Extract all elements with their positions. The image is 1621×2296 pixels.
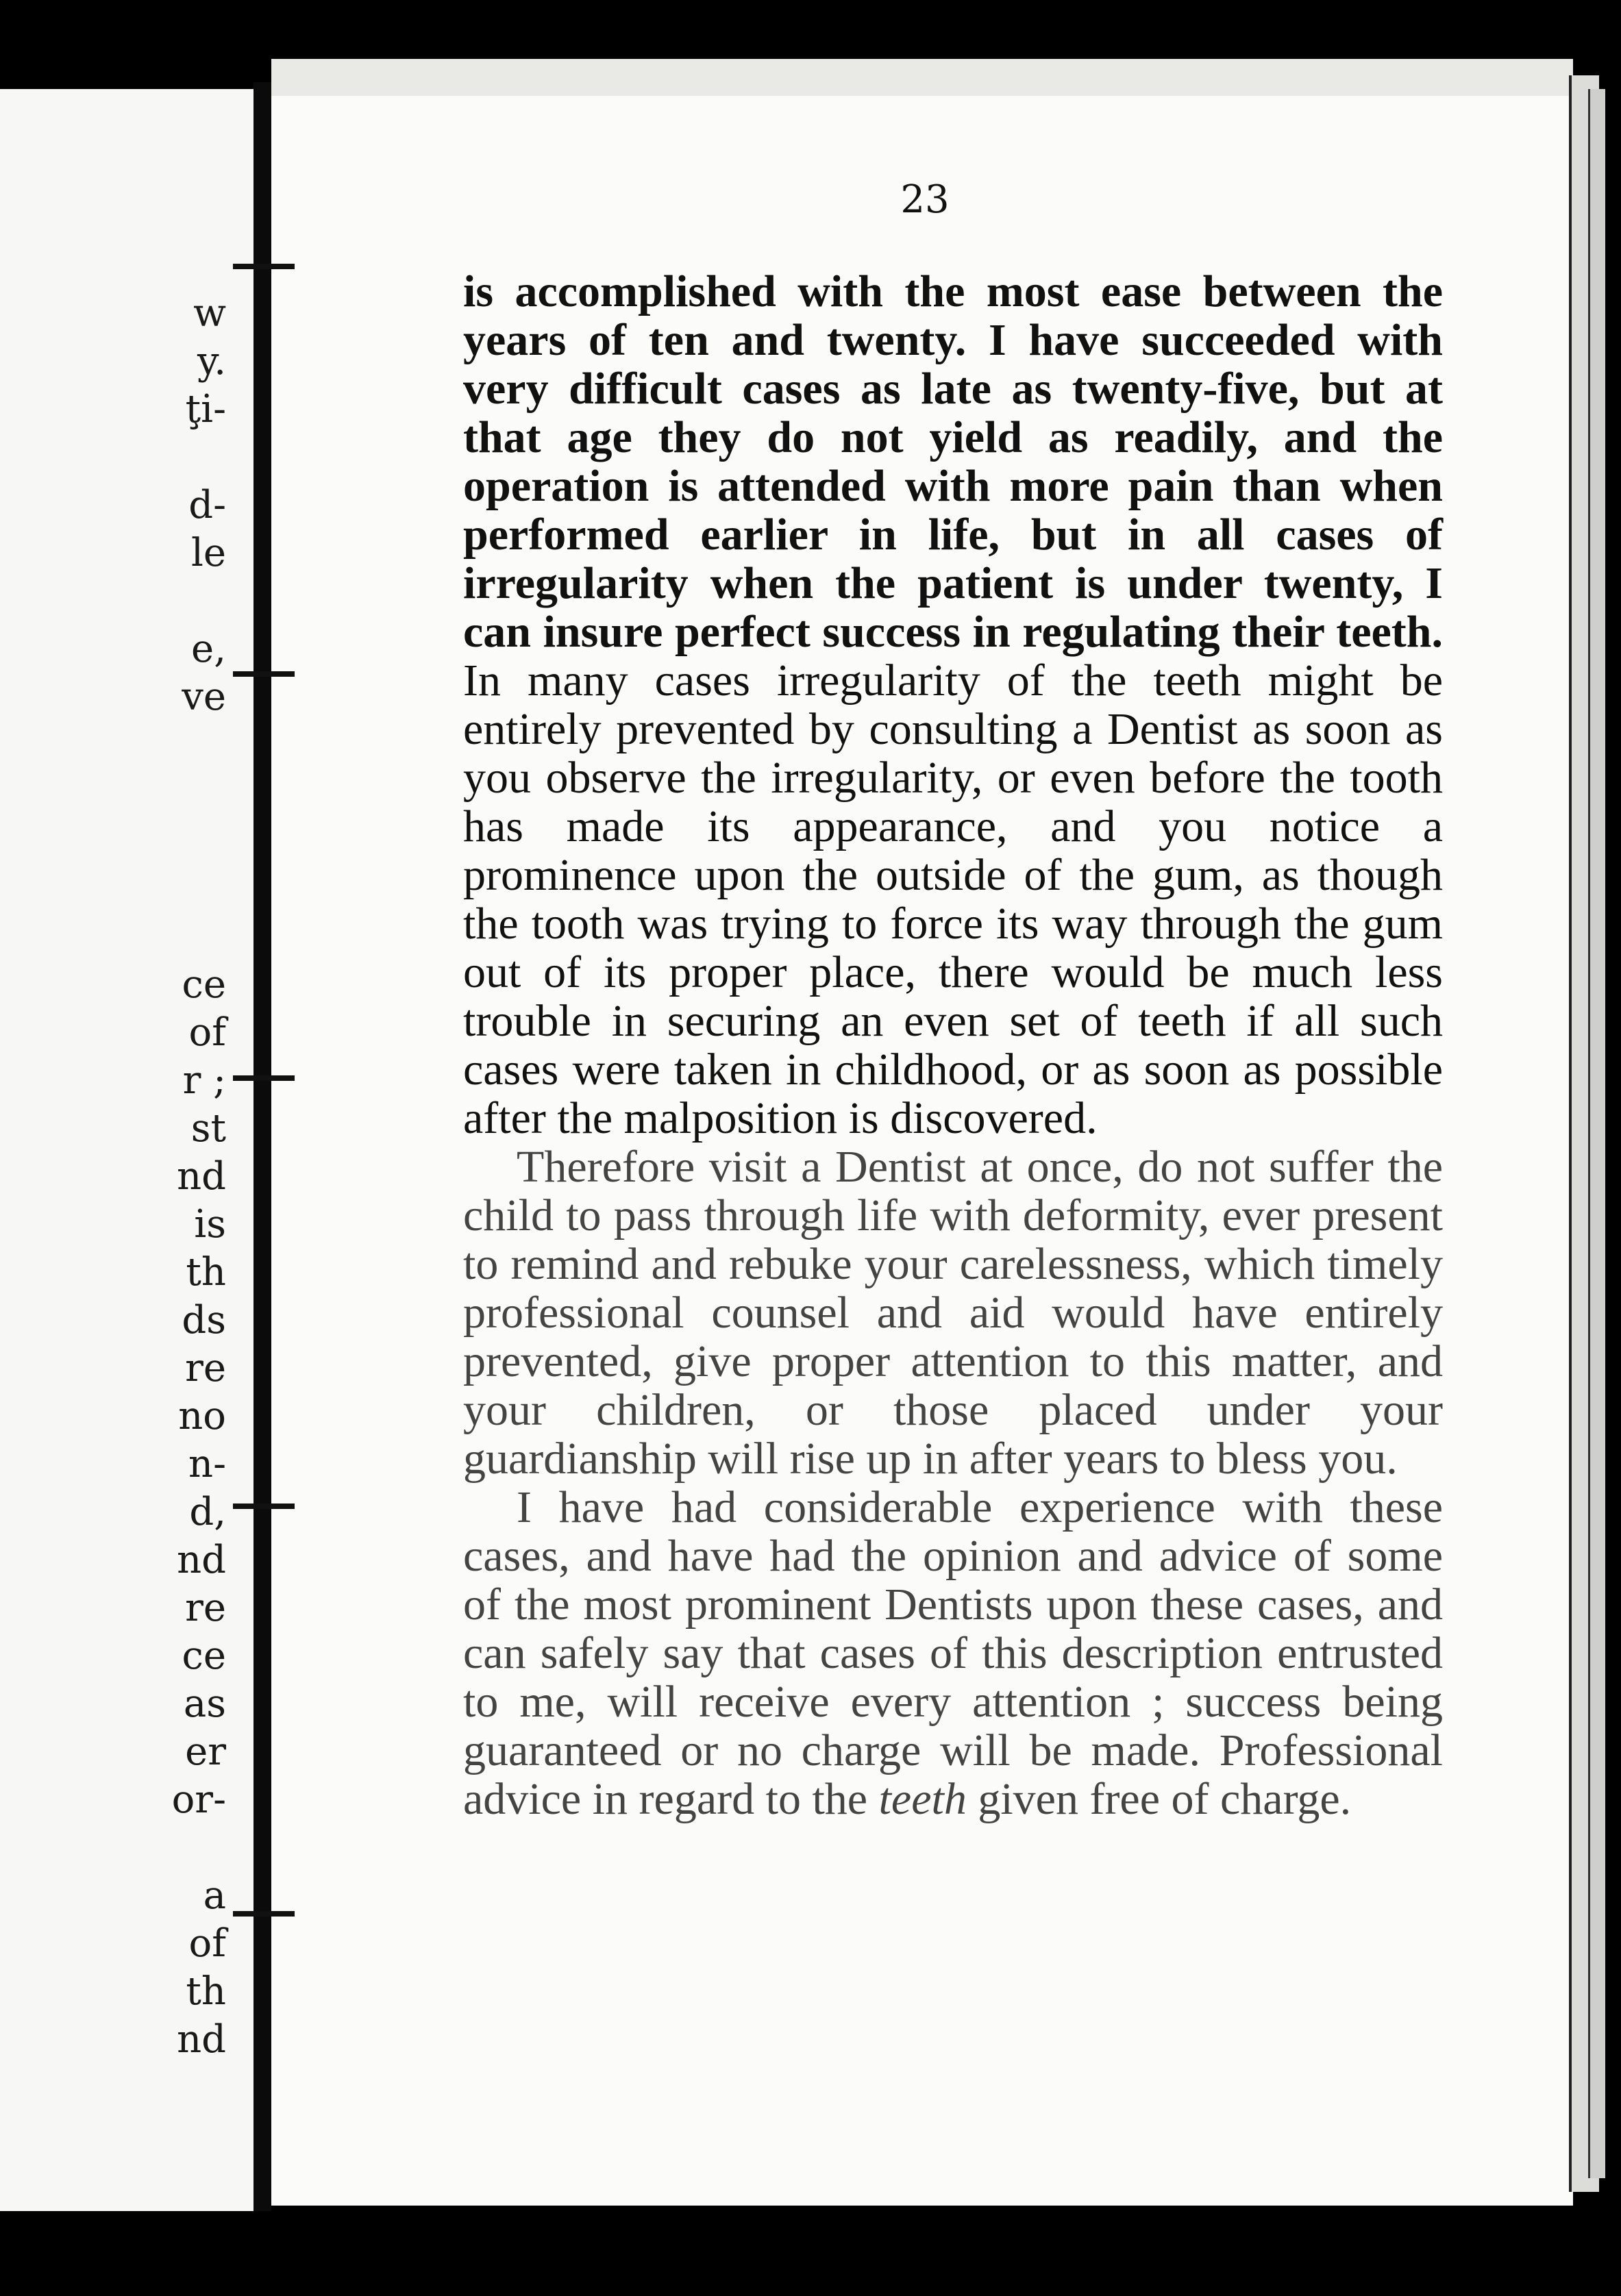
binding-stitch: [233, 1911, 295, 1917]
previous-page-line-end: ds: [182, 1298, 226, 1343]
paragraph-3: [463, 1483, 1443, 1823]
binding-stitch: [233, 1503, 295, 1509]
previous-page-line-end: ţi-: [185, 387, 226, 432]
previous-page-line-end: ce: [182, 962, 226, 1007]
binding-stitch: [233, 264, 295, 269]
previous-page-line-end: nd: [177, 2017, 226, 2062]
previous-page-line-end: or-: [171, 1777, 226, 1822]
previous-page-line-end: d-: [188, 483, 226, 527]
binding-stitch: [233, 1075, 295, 1081]
previous-page-line-end: ce: [182, 1634, 226, 1678]
book-spine: [253, 82, 271, 2212]
previous-page-line-end: a: [203, 1873, 226, 1918]
paragraph-1: [463, 267, 1443, 1143]
previous-page-line-end: nd: [177, 1154, 226, 1199]
previous-page-line-end: er: [185, 1730, 226, 1774]
previous-page-line-end: re: [185, 1586, 226, 1630]
previous-page-line-end: of: [188, 1010, 226, 1055]
previous-page-line-end: no: [178, 1394, 226, 1438]
paragraph-1-bold-text: is accomplished with the most ease between the years of ten and twenty. I have succeeded with very difficult cases as late as twenty-five, but at that age they do not yield as readily, and the operation is attended with more pain than when performed earlier in life, but in all cases of irregularity when the patient is under twenty, I can insure perfect success in regulating their teeth.: [463, 266, 1443, 657]
previous-page-line-end: re: [185, 1346, 226, 1390]
binding-stitch: [233, 671, 295, 677]
previous-page-line-end: y.: [197, 339, 226, 384]
previous-page-line-end: ve: [182, 675, 226, 719]
paragraph-1-text: In many cases irregularity of the teeth might be entirely prevented by consulting a Dentist as soon as you observe the irregularity, or even before the tooth has made its appearance, and you notice a prominence upon the outside of the gum, as though the tooth was trying to force its way through the gum out of its proper place, there would be much less trouble in securing an even set of teeth if all such cases were taken in childhood, or as soon as possible after the malposition is discovered.: [463, 656, 1443, 1143]
previous-page-line-end: of: [188, 1921, 226, 1966]
previous-page-line-end: d,: [189, 1490, 226, 1534]
paragraph-3-text: I have had considerable experience with these cases, and have had the opinion and advice of some of the most prominent Dentists upon these cases, and can safely say that cases of this description entrusted to me, will receive every attention ; success being guaranteed or no charge will be made. Professional advice in regard to the: [463, 1482, 1443, 1824]
page-body: [463, 267, 1443, 1823]
previous-page-line-end: le: [190, 531, 226, 575]
previous-page-line-end: n-: [188, 1442, 226, 1486]
paragraph-3-italic-word: teeth: [878, 1774, 967, 1824]
previous-page-line-end: e,: [191, 627, 226, 671]
page-stack-edge: [1588, 89, 1605, 2178]
page-number: 23: [900, 177, 950, 222]
paragraph-2: Therefore visit a Dentist at once, do not suffer the child to pass through life with deformity, ever present to remind and rebuke your carelessness, which timely professional counsel and aid would have entirely prevented, give proper attention to this matter, and your children, or those placed under your guardianship will rise up in after years to bless you.: [463, 1142, 1443, 1484]
previous-page-fragment: [0, 89, 253, 2212]
previous-page-line-end: nd: [177, 1538, 226, 1582]
previous-page-line-end: is: [194, 1202, 226, 1247]
scan-bottom-border: [0, 2211, 1621, 2296]
previous-page-line-end: w: [193, 291, 226, 336]
previous-page-line-end: as: [183, 1682, 226, 1726]
page-top-edge: [271, 59, 1573, 100]
previous-page-line-end: r ;: [182, 1058, 226, 1103]
previous-page-line-end: st: [190, 1106, 226, 1151]
previous-page-line-end: th: [186, 1250, 226, 1295]
paragraph-3-closing-text: given free of charge.: [966, 1774, 1352, 1824]
previous-page-line-end: th: [186, 1969, 226, 2014]
